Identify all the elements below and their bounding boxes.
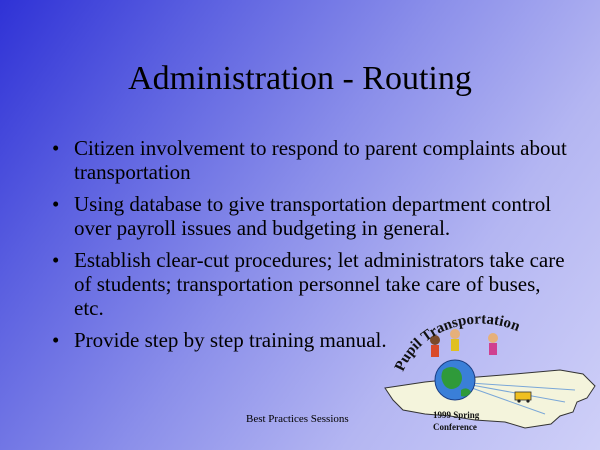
bullet-item (48, 136, 568, 184)
bullet-dot-icon: • (52, 248, 60, 272)
pupil-transportation-logo (355, 290, 600, 450)
globe-icon (435, 360, 475, 400)
bullet-item (48, 192, 568, 240)
bullet-dot-icon: • (52, 192, 60, 216)
logo-conference-text: Conference (433, 422, 477, 432)
bullet-text: Provide step by step training manual. (74, 328, 387, 352)
bullet-dot-icon: • (52, 328, 60, 352)
footer-text: Best Practices Sessions (246, 413, 349, 425)
slide-title: Administration - Routing (128, 60, 472, 97)
bullet-text: Using database to give transportation department control over payroll issues and budgeting in general. (74, 192, 552, 240)
logo-arc-text: Pupil Transportation (391, 311, 523, 374)
logo-year-text: 1999 Spring (433, 410, 480, 420)
bullet-text: Establish clear-cut procedures; let administrators take care of students; transportation personnel take care of buses, etc. (74, 248, 565, 320)
bullet-dot-icon: • (52, 136, 60, 160)
state-map-icon (385, 370, 595, 428)
bullet-text: Citizen involvement to respond to parent complaints about transportation (74, 136, 567, 184)
